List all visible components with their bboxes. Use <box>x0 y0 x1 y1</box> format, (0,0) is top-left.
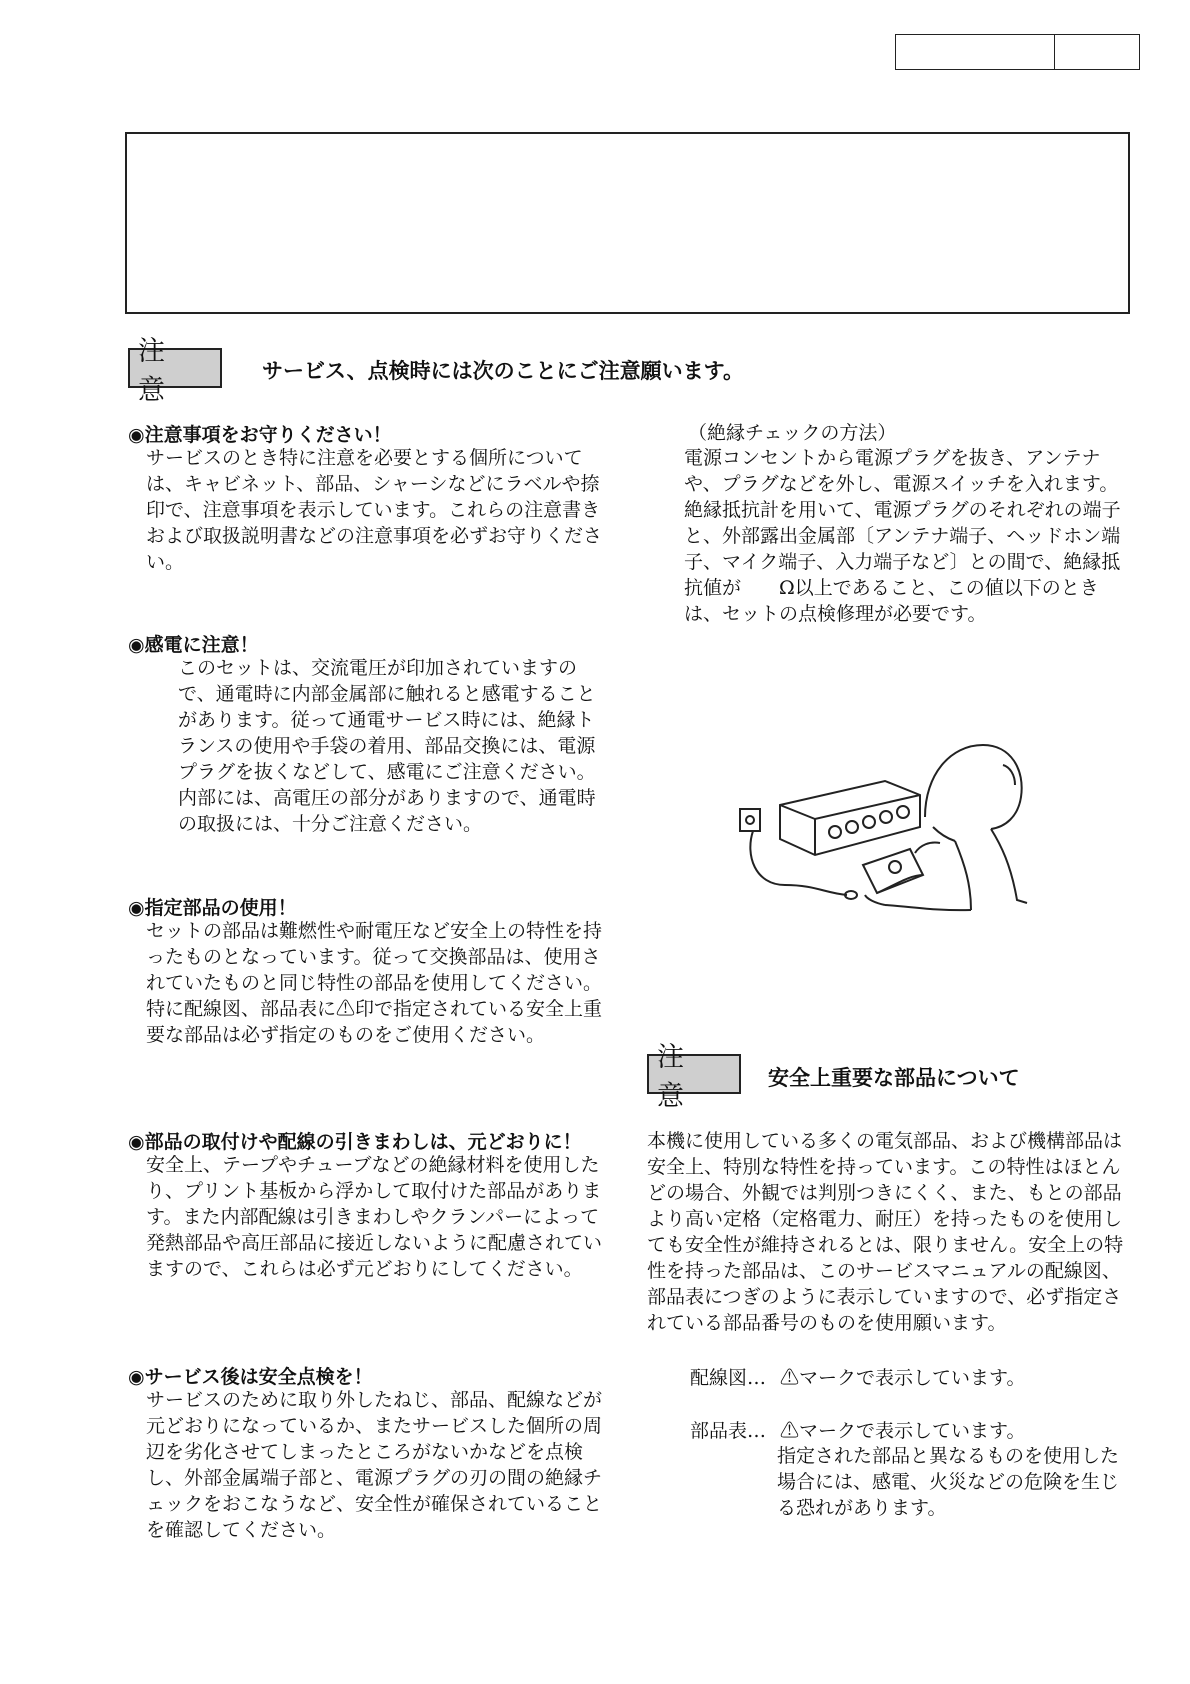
section-body-reinstall: 安全上、テープやチューブなどの絶縁材料を使用したり、プリント基板から浮かして取付けた部品があります。また内部配線は引きまわしやクランパーによって発熱部品や高圧部品に接近しないように配慮されていますので、これらは必ず元どおりにしてください。 <box>146 1154 603 1280</box>
safety-parts-heading: 安全上重要な部品について <box>768 1066 1020 1090</box>
parts-list-note: 指定された部品と異なるものを使用した場合には、感電、火災などの危険を生じる恐れがあります。 <box>777 1445 1120 1519</box>
wiring-diagram-text: ⚠マークで表示しています。 <box>780 1367 1026 1389</box>
page-number-cell-right <box>1055 35 1139 69</box>
technician-insulation-test-illustration-icon <box>735 735 1035 925</box>
wiring-diagram-label: 配線図… <box>690 1367 767 1389</box>
title-frame <box>125 132 1130 314</box>
page-number-cell-left <box>896 35 1055 69</box>
wall-outlet-icon <box>740 809 760 831</box>
page-number-box <box>895 34 1140 70</box>
section-title-reinstall: ◉部品の取付けや配線の引きまわしは、元どおりに！ <box>128 1131 582 1153</box>
main-heading: サービス、点検時には次のことにご注意願います。 <box>262 359 744 383</box>
section-body-shock: このセットは、交流電圧が印加されていますので、通電時に内部金属部に触れると感電することがあります。従って通電サービス時には、絶縁トランスの使用や手袋の着用、部品交換には、電源プラグを抜くなどして、感電にご注意ください。 内部には、高電圧の部分がありますので、通電時の取扱には、十分ご注意ください。 <box>178 657 596 835</box>
insulation-check-body: 電源コンセントから電源プラグを抜き、アンテナや、プラグなどを外し、電源スイッチを入れます。 絶縁抵抗計を用いて、電源プラグのそれぞれの端子と、外部露出金属部〔アンテナ端子、ヘッドホン端子、マイク端子、入力端子など〕との間で、絶縁抵抗値が Ω以上であること、この値以下のときは、セットの点検修理が必要です。 <box>684 447 1166 625</box>
power-cord-icon <box>750 831 847 895</box>
caution-label: 注 意 <box>128 348 222 388</box>
section-title-specified-parts: ◉指定部品の使用！ <box>128 897 297 919</box>
section-title-shock: ◉感電に注意！ <box>128 634 259 656</box>
section-title-observe: ◉注意事項をお守りください！ <box>128 424 392 446</box>
safety-caution-label: 注 意 <box>647 1054 741 1094</box>
section-body-safety-check: サービスのために取り外したねじ、部品、配線などが元どおりになっているか、またサービスした個所の周辺を劣化させてしまったところがないかなどを点検し、外部金属端子部と、電源プラグの刃の間の絶縁チェックをおこなうなど、安全性が確保されていることを確認してください。 <box>146 1389 603 1541</box>
amplifier-unit-icon <box>780 781 920 855</box>
section-title-safety-check: ◉サービス後は安全点検を！ <box>128 1366 373 1388</box>
section-body-specified-parts: セットの部品は難燃性や耐電圧など安全上の特性を持ったものとなっています。従って交換部品は、使用されていたものと同じ特性の部品を使用してください。特に配線図、部品表に⚠印で指定されている安全上重要な部品は必ず指定のものをご使用ください。 <box>146 920 603 1046</box>
parts-list-label: 部品表… <box>690 1420 767 1442</box>
technician-head-icon <box>925 745 1022 829</box>
parts-list-text: ⚠マークで表示しています。 <box>780 1420 1026 1442</box>
section-body-observe: サービスのとき特に注意を必要とする個所については、キャビネット、部品、シャーシなどにラベルや捺印で、注意事項を表示しています。これらの注意書きおよび取扱説明書などの注意事項を必ずお守りください。 <box>146 447 603 573</box>
safety-parts-body: 本機に使用している多くの電気部品、および機構部品は安全上、特別な特性を持っています。この特性はほとんどの場合、外観では判別つきにくく、また、もとの部品より高い定格（定格電力、耐圧）を持ったものを使用しても安全性が維持されるとは、限りません。安全上の特性を持った部品は、このサービスマニュアルの配線図、部品表につぎのように表示していますので、必ず指定されている部品番号のものを使用願います。 <box>647 1130 1124 1334</box>
insulation-check-title: （絶縁チェックの方法） <box>688 422 897 444</box>
